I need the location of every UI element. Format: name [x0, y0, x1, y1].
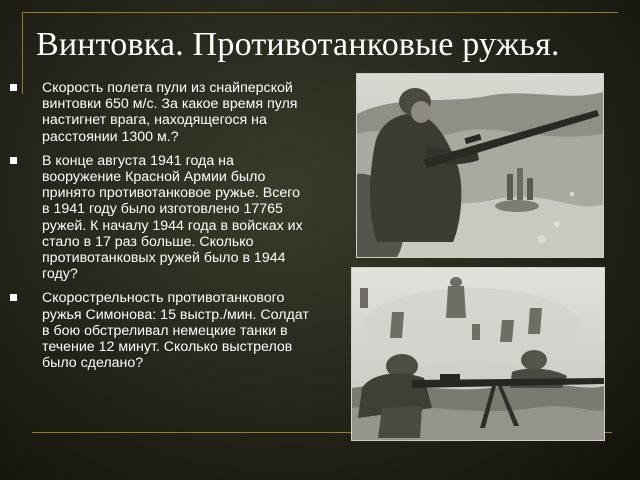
bullet-text: Скорострельность противотанкового ружья Симонова: 15 выстр./мин. Солдат в бою обстреливал немецкие танки в течение 12 минут. Сколько выстрелов было сделано?	[42, 290, 309, 372]
square-bullet-icon	[10, 294, 17, 301]
bullet-text: Скорость полета пули из снайперской винтовки 650 м/с. За какое время пуля настигнет врага, находящегося на расстоянии 1300 м.?	[42, 80, 298, 145]
bullet-item	[10, 153, 310, 283]
sniper-photo	[356, 73, 604, 258]
slide-title: Винтовка. Противотанковые ружья.	[36, 26, 560, 63]
bullet-text: В конце августа 1941 года на вооружение Красной Армии было принято противотанковое ружье. Всего в 1941 году было изготовлено 17765 ружей. К началу 1944 года в войсках их стало в 17 раз больше. Сколько противотанковых ружей было в 1944 году?	[42, 152, 303, 283]
bullet-item	[10, 80, 310, 145]
bullet-list	[10, 80, 310, 379]
square-bullet-icon	[10, 157, 17, 164]
bullet-item	[10, 290, 310, 371]
antitank-rifle-photo-image	[352, 268, 604, 440]
antitank-rifle-photo	[351, 267, 605, 441]
square-bullet-icon	[10, 84, 17, 91]
sniper-photo-image	[357, 74, 603, 257]
frame-line-top	[22, 12, 618, 13]
